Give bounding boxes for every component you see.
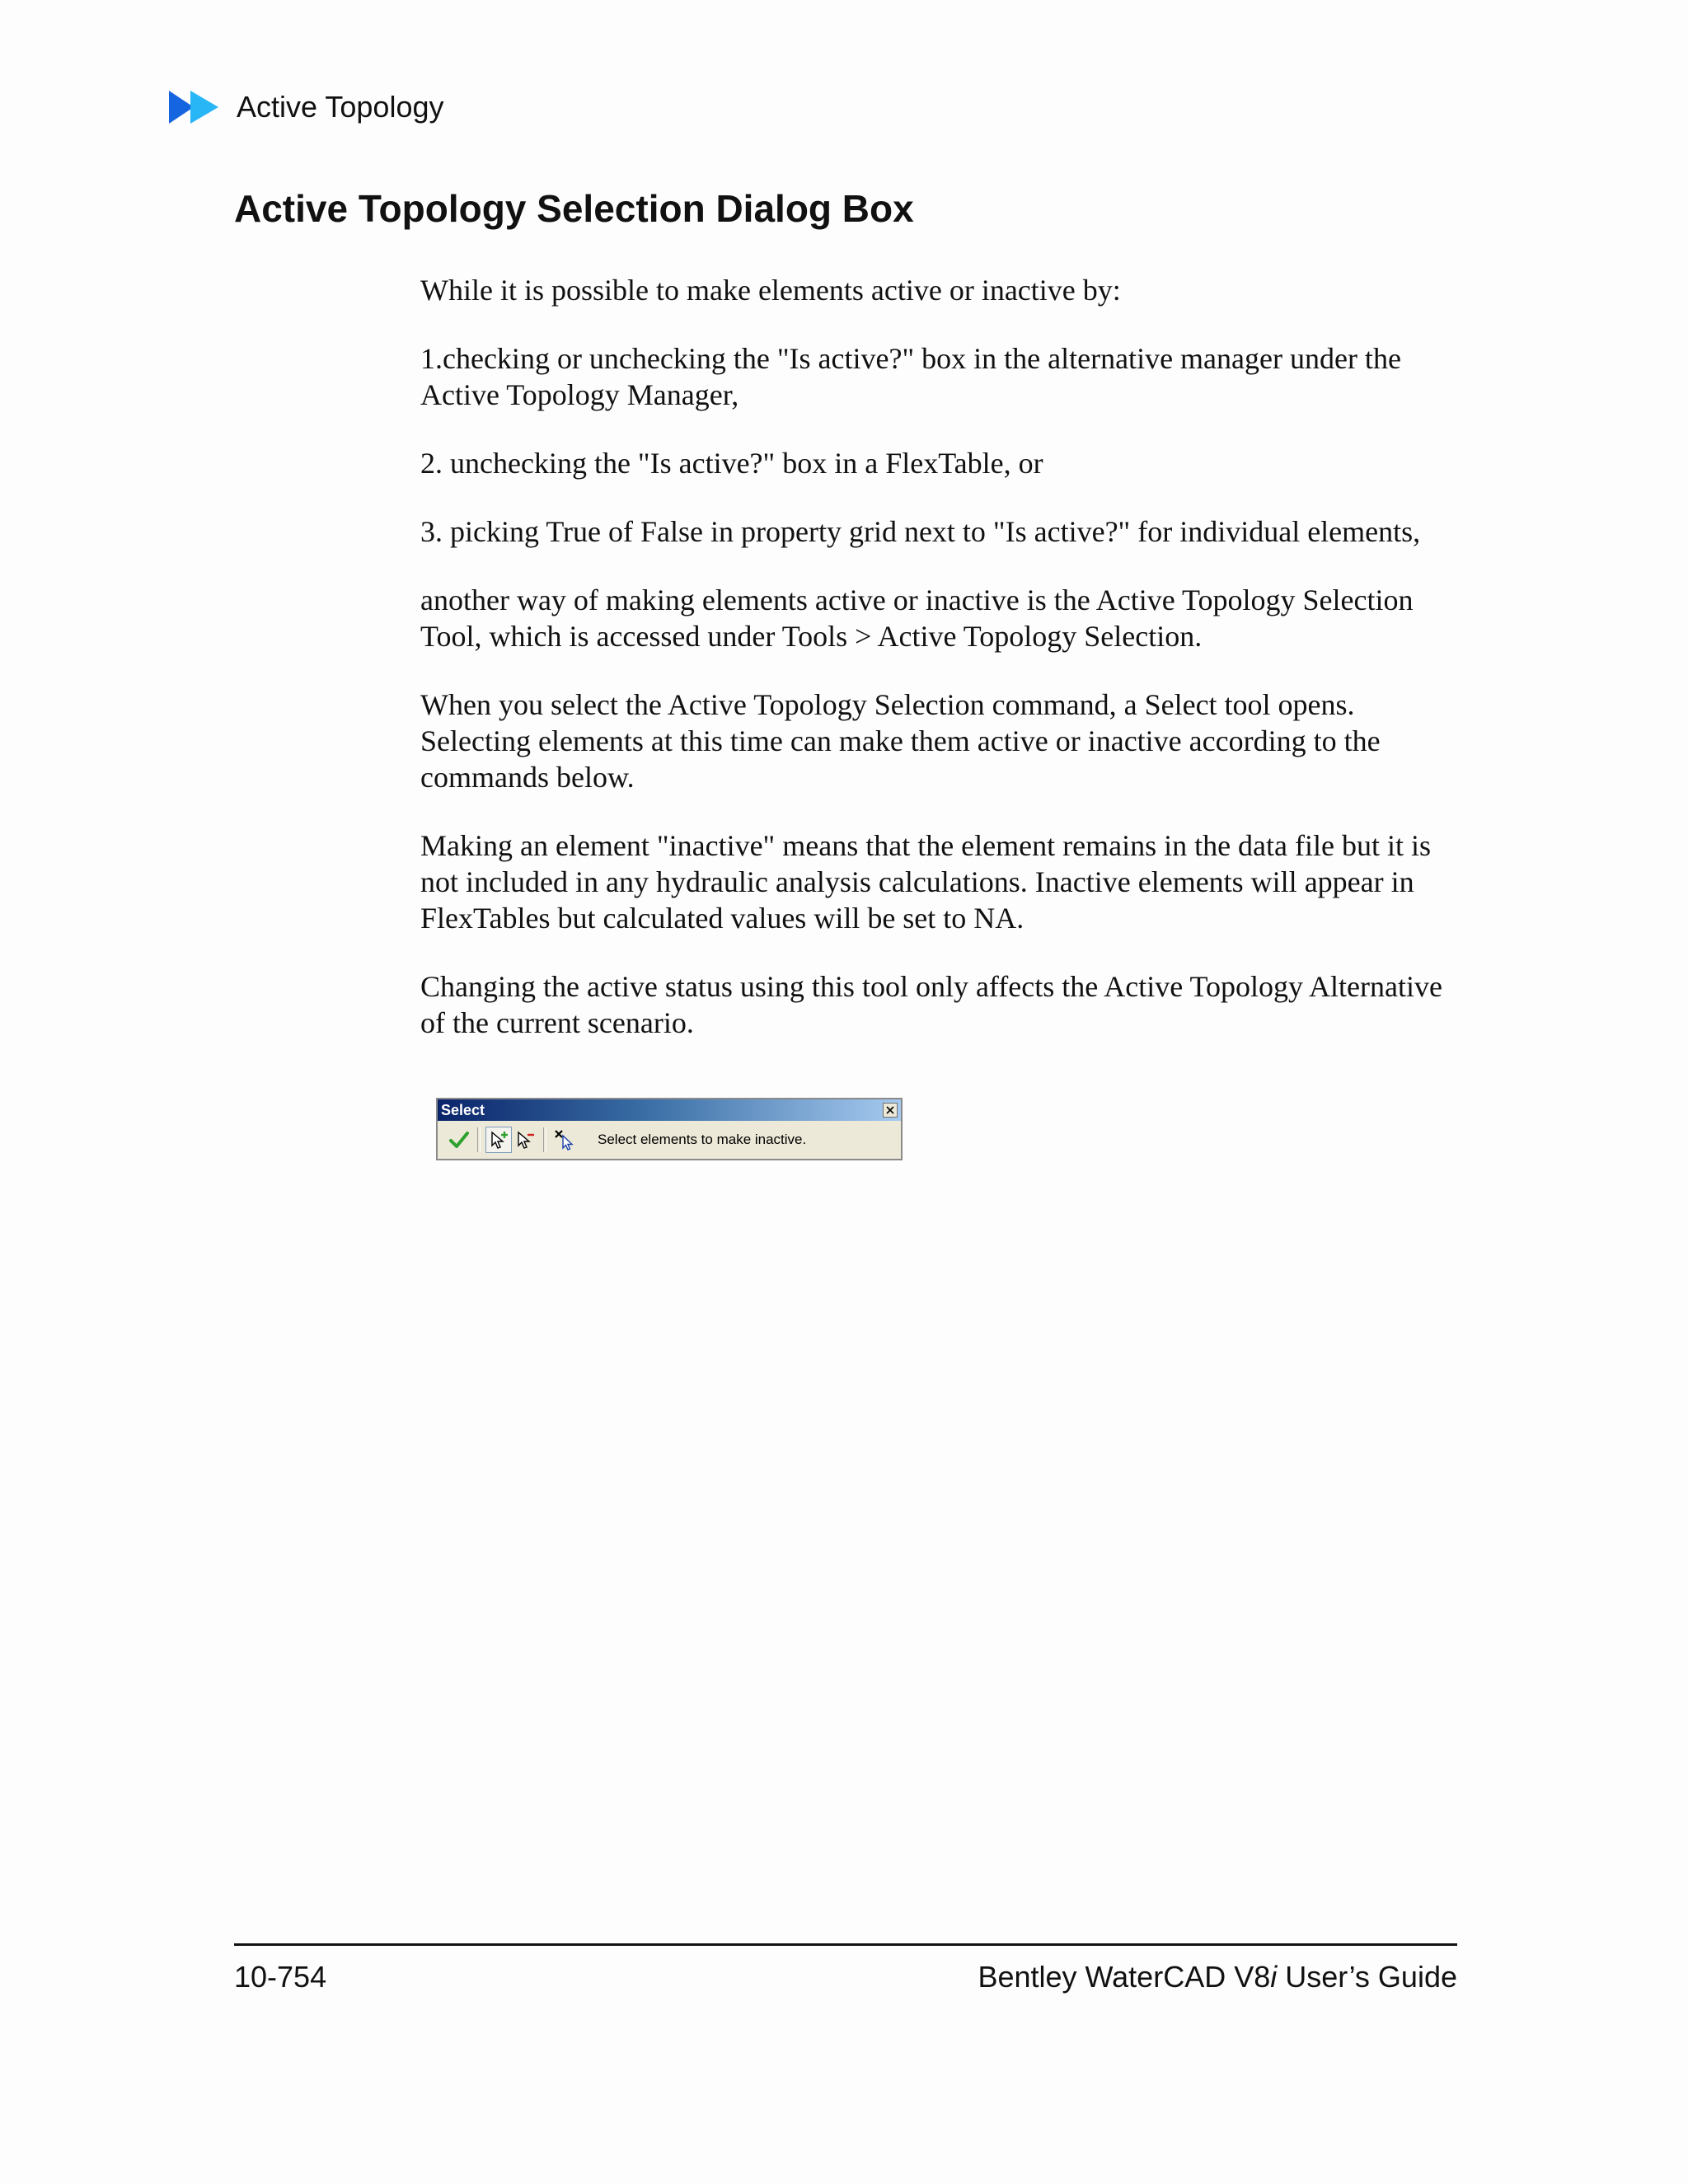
paragraph-another-way: another way of making elements active or inactive is the Active Topology Selection Tool, which is accessed under Tools > Active Topology Selection. xyxy=(420,583,1414,653)
close-icon xyxy=(885,1105,895,1115)
toolbar-separator xyxy=(543,1127,546,1152)
paragraph-intro: While it is possible to make elements active or inactive by: xyxy=(420,274,1121,307)
page-number: 10-754 xyxy=(234,1960,327,1994)
paragraph-inactive-meaning: Making an element "inactive" means that the element remains in the data file but it is not included in any hydraulic analysis calculations. Inactive elements will appear in FlexTables but calculated values will be set to NA. xyxy=(420,829,1432,935)
done-button[interactable] xyxy=(446,1127,472,1153)
guide-title-italic: i xyxy=(1270,1960,1278,1994)
footer-rule xyxy=(234,1943,1457,1946)
checkmark-icon xyxy=(448,1130,470,1150)
cursor-clear-icon xyxy=(554,1129,575,1151)
guide-title xyxy=(978,1960,1457,1994)
toolbar-title: Select xyxy=(441,1101,485,1118)
close-button[interactable] xyxy=(883,1103,898,1118)
toolbar-separator xyxy=(477,1127,481,1152)
paragraph-item-1: 1.checking or unchecking the "Is active?" box in the alternative manager under the Active Topology Manager, xyxy=(420,342,1401,411)
toolbar-status-text: Select elements to make inactive. xyxy=(598,1132,807,1147)
cursor-remove-icon xyxy=(514,1129,536,1151)
toolbar-titlebar xyxy=(438,1099,901,1121)
guide-title-prefix: Bentley WaterCAD V8 xyxy=(978,1960,1271,1994)
paragraph-item-3: 3. picking True of False in property grid next to "Is active?" for individual elements, xyxy=(420,515,1421,548)
select-toolbar-screenshot xyxy=(436,1098,903,1160)
body-text xyxy=(420,272,1463,1073)
toolbar-body xyxy=(438,1121,901,1159)
running-header-title: Active Topology xyxy=(237,90,444,124)
clear-selection-button[interactable] xyxy=(551,1127,578,1153)
cursor-add-icon xyxy=(488,1129,509,1151)
add-to-selection-button[interactable] xyxy=(485,1127,512,1153)
paragraph-select-tool: When you select the Active Topology Selection command, a Select tool opens. Selecting elements at this time can make them active or inactive according to the commands below. xyxy=(420,688,1381,794)
paragraph-item-2: 2. unchecking the "Is active?" box in a FlexTable, or xyxy=(420,447,1043,480)
running-header xyxy=(169,86,444,129)
remove-from-selection-button[interactable] xyxy=(512,1127,538,1153)
section-title: Active Topology Selection Dialog Box xyxy=(234,187,914,230)
paragraph-scenario: Changing the active status using this tool only affects the Active Topology Alternative of the current scenario. xyxy=(420,970,1442,1039)
guide-title-suffix: User’s Guide xyxy=(1277,1960,1457,1994)
double-chevron-icon xyxy=(169,89,222,125)
